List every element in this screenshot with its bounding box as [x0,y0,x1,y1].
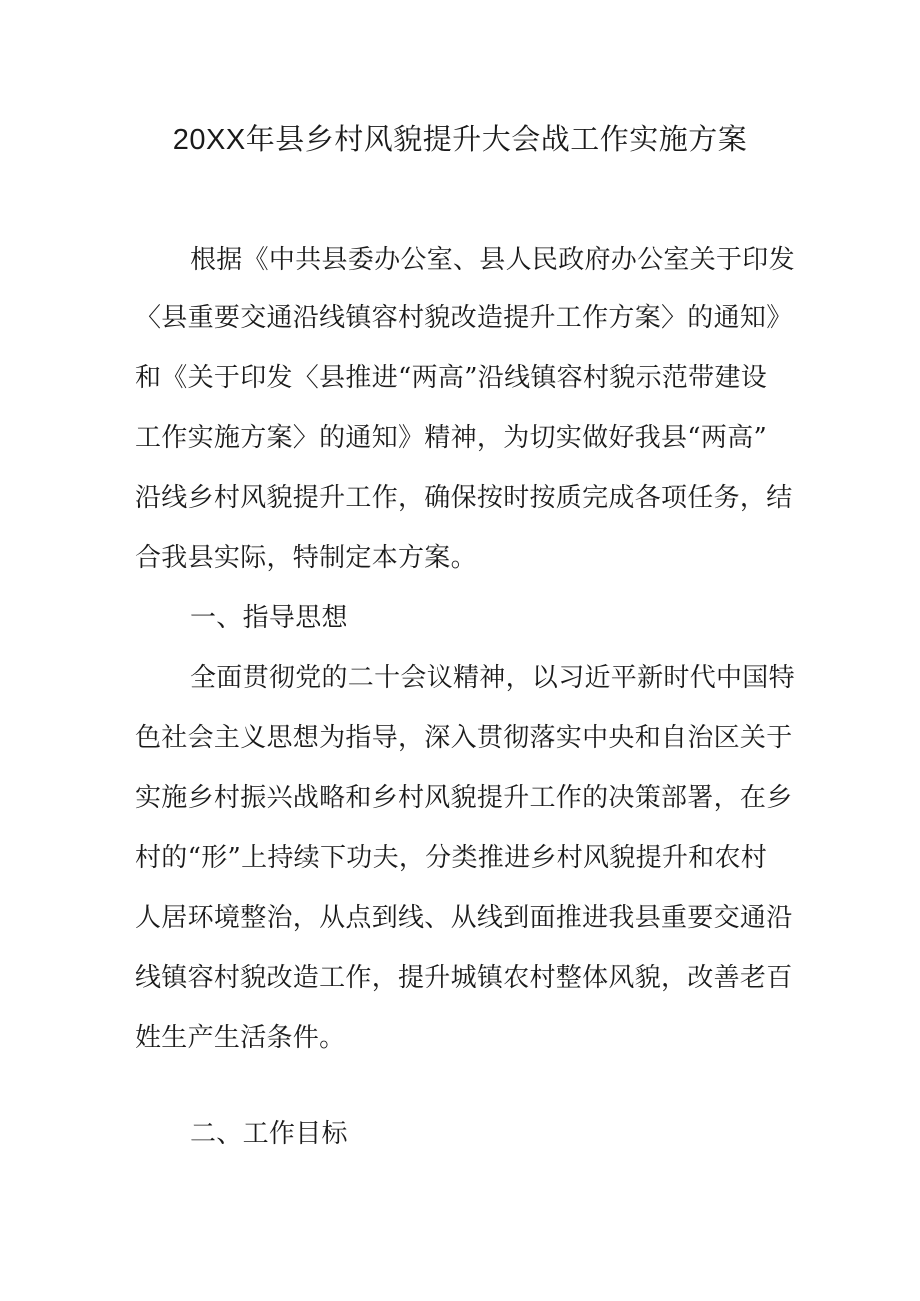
paragraph-2-line-5: 人居环境整治，从点到线、从线到面推进我县重要交通沿 [135,903,793,933]
paragraph-2-line-6: 线镇容村貌改造工作，提升城镇农村整体风貌，改善老百 [135,963,793,993]
paragraph-1-line-3: 和《关于印发〈县推进“两高”沿线镇容村貌示范带建设 [135,363,768,393]
paragraph-2-line-4: 村的“形”上持续下功夫，分类推进乡村风貌提升和农村 [135,843,768,873]
paragraph-1-line-6: 合我县实际，特制定本方案。 [135,543,477,573]
paragraph-2-line-2: 色社会主义思想为指导，深入贯彻落实中央和自治区关于 [135,723,793,753]
paragraph-1-line-5: 沿线乡村风貌提升工作，确保按时按质完成各项任务，结 [135,483,793,513]
section-heading-2: 二、工作目标 [190,1119,348,1149]
section-heading-1: 一、指导思想 [190,603,348,633]
document-title: 20XX年县乡村风貌提升大会战工作实施方案 [172,124,748,156]
paragraph-2-line-3: 实施乡村振兴战略和乡村风貌提升工作的决策部署，在乡 [135,783,793,813]
paragraph-1-line-1: 根据《中共县委办公室、县人民政府办公室关于印发 [190,245,795,275]
paragraph-2-line-1: 全面贯彻党的二十会议精神，以习近平新时代中国特 [190,663,795,693]
paragraph-1-line-2: 〈县重要交通沿线镇容村貌改造提升工作方案〉的通知》 [135,303,793,333]
paragraph-1-line-4: 工作实施方案〉的通知》精神，为切实做好我县“两高” [135,423,768,453]
paragraph-2-line-7: 姓生产生活条件。 [135,1023,346,1053]
